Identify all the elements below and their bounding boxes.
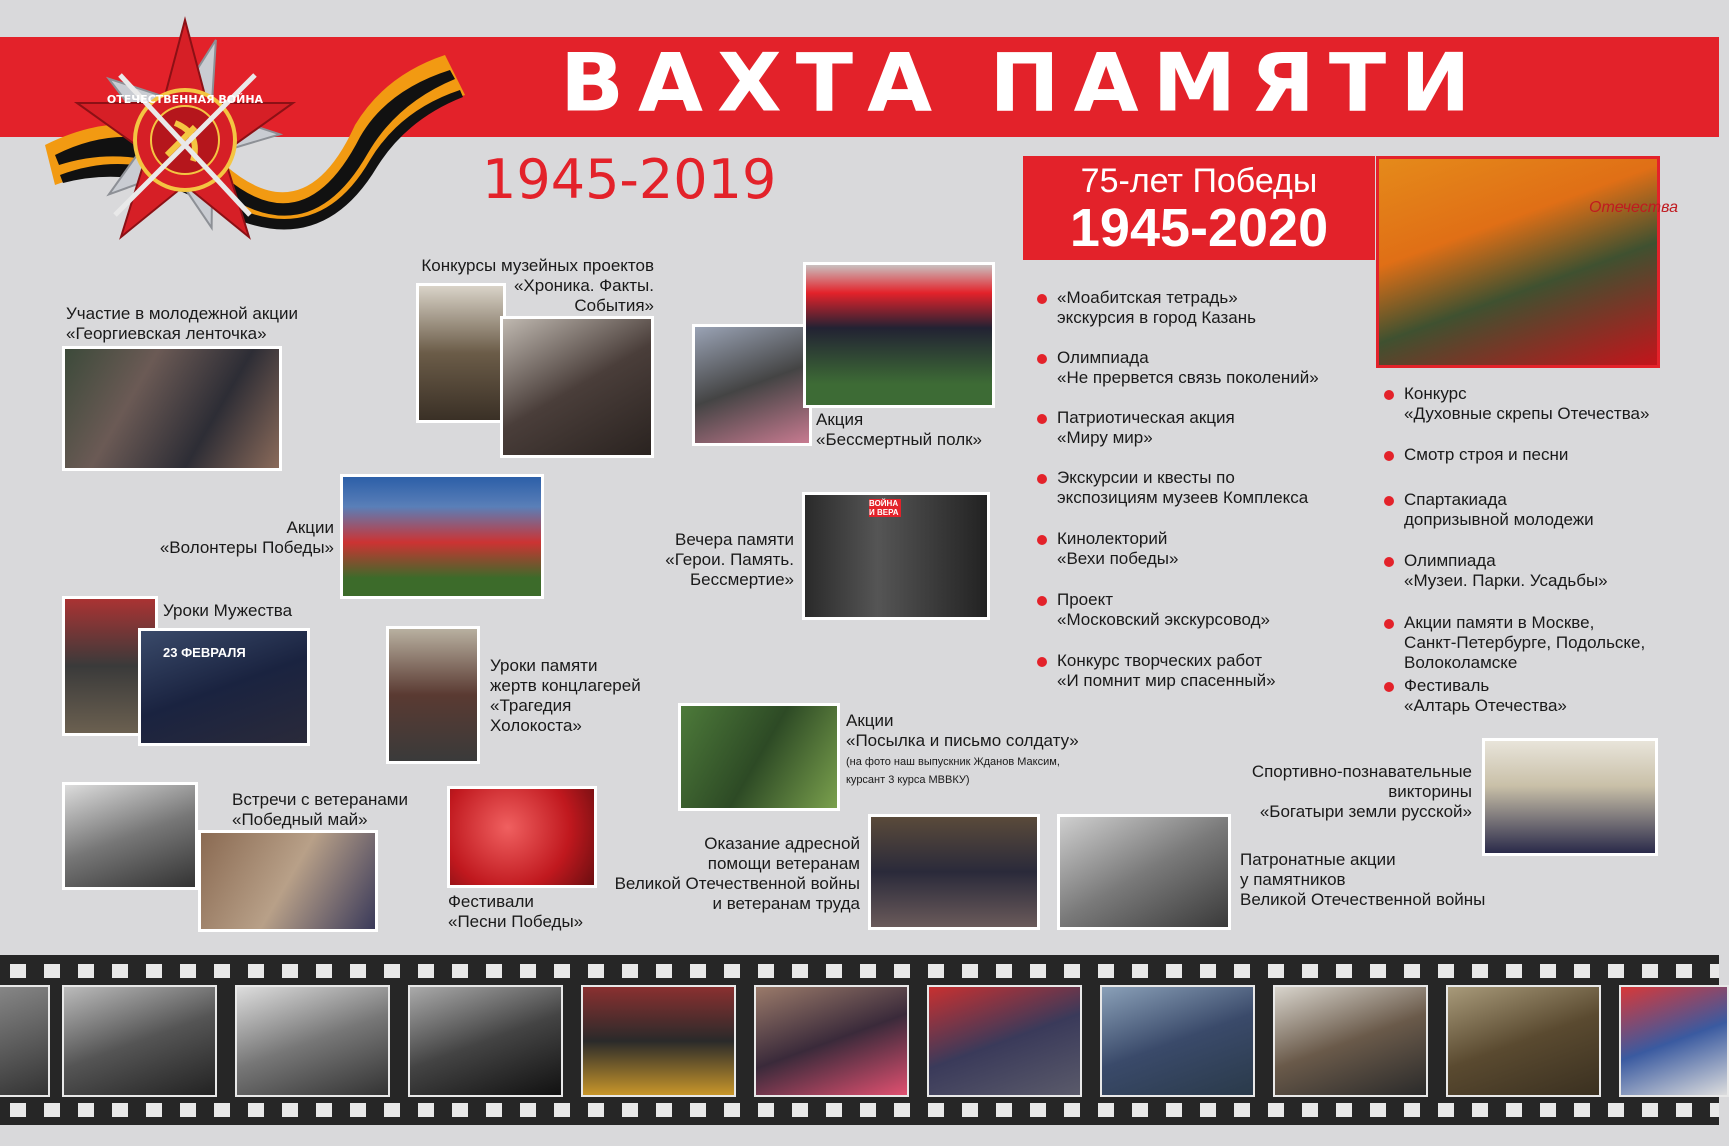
caption-okazanie: Оказание адресной помощи ветеранам Великой Отечественной войны и ветеранам труда <box>614 834 860 913</box>
list-item: Проект «Московский экскурсовод» <box>1037 590 1270 630</box>
caption-konkursy: Конкурсы музейных проектов «Хроника. Факты. События» <box>421 256 654 315</box>
photo-text-voina: ВОЙНА И ВЕРА <box>869 499 901 517</box>
film-frame <box>1619 985 1729 1097</box>
photo-okazanie <box>868 814 1040 930</box>
film-frame <box>1273 985 1428 1097</box>
film-strip <box>0 955 1719 1125</box>
caption-muzhestva: Уроки Мужества <box>163 601 293 620</box>
photo-holokost <box>386 626 480 764</box>
photo-georgievskaya <box>62 346 282 471</box>
victory-line2: 1945-2020 <box>1069 198 1329 258</box>
film-frame <box>581 985 736 1097</box>
photo-cadet <box>1376 156 1678 368</box>
photo-vstrechi-1 <box>62 782 198 890</box>
photo-bessmertny-2 <box>803 262 995 408</box>
caption-posylka-note: (на фото наш выпускник Жданов Максим, курсант 3 курса МВВКУ) <box>846 756 1060 786</box>
film-frame <box>235 985 390 1097</box>
photo-konkursy-2 <box>500 316 654 458</box>
caption-vstrechi: Встречи с ветеранами «Победный май» <box>232 790 408 829</box>
years-label: 1945-2019 <box>482 148 777 211</box>
list-item: Конкурс творческих работ «И помнит мир спасенный» <box>1037 651 1276 691</box>
victory-line1: 75-лет Победы <box>1080 162 1318 200</box>
caption-georgievskaya: Участие в молодежной акции «Георгиевская ленточка» <box>66 304 299 343</box>
list-item: Фестиваль «Алтарь Отечества» <box>1384 676 1567 716</box>
order-patriotic-war-icon <box>25 15 475 255</box>
photo-patronat <box>1057 814 1231 930</box>
caption-vechera: Вечера памяти «Герои. Память. Бессмертие» <box>665 530 794 589</box>
film-holes-top <box>0 964 1719 978</box>
list-item: «Моабитская тетрадь» экскурсия в город Казань <box>1037 288 1256 328</box>
caption-posylka: Акции «Посылка и письмо солдату» <box>846 711 1079 750</box>
photo-volontery <box>340 474 544 599</box>
list-item: Спартакиада допризывной молодежи <box>1384 490 1594 530</box>
list-item: Кинолекторий «Вехи победы» <box>1037 529 1178 569</box>
events-list-right <box>1384 384 1694 714</box>
film-frame <box>62 985 217 1097</box>
film-frame <box>0 985 50 1097</box>
list-item: Патриотическая акция «Миру мир» <box>1037 408 1235 448</box>
caption-sport: Спортивно-познавательные викторины «Богатыри земли русской» <box>1251 762 1472 821</box>
caption-patronat: Патронатные акции у памятников Великой Отечественной войны <box>1240 850 1486 909</box>
events-list-middle <box>1037 288 1337 698</box>
photo-vechera <box>802 492 990 620</box>
list-item: Конкурс «Духовные скрепы Отечества» <box>1384 384 1649 424</box>
list-item: Акции памяти в Москве, Санкт-Петербурге, Подольске, Волоколамске <box>1384 613 1645 673</box>
film-frame <box>1446 985 1601 1097</box>
caption-festivali: Фестивали «Песни Победы» <box>448 892 584 931</box>
emblem-text: ОТЕЧЕСТВЕННАЯ ВОЙНА <box>106 93 264 106</box>
photo-posylka <box>678 703 840 811</box>
film-frame <box>754 985 909 1097</box>
photo-muzhestva-2 <box>138 628 310 746</box>
caption-bessmertny: Акция «Бессмертный полк» <box>816 410 982 449</box>
banner-text: Отечества <box>1589 199 1678 216</box>
caption-volontery: Акции «Волонтеры Победы» <box>159 518 334 557</box>
photo-sport <box>1482 738 1658 856</box>
list-item: Смотр строя и песни <box>1384 445 1568 465</box>
film-frame <box>1100 985 1255 1097</box>
victory-box <box>1023 156 1375 260</box>
list-item: Олимпиада «Музеи. Парки. Усадьбы» <box>1384 551 1608 591</box>
photo-text-feb23: 23 ФЕВРАЛЯ <box>163 645 246 660</box>
film-frame <box>408 985 563 1097</box>
caption-holokost: Уроки памяти жертв концлагерей «Трагедия Холокоста» <box>490 656 641 735</box>
page-title: ВАХТА ПАМЯТИ <box>560 36 1485 130</box>
photo-festivali <box>447 786 597 888</box>
photo-bessmertny-1 <box>692 324 812 446</box>
photo-vstrechi-2 <box>198 830 378 932</box>
list-item: Экскурсии и квесты по экспозициям музеев Комплекса <box>1037 468 1308 508</box>
film-frame <box>927 985 1082 1097</box>
film-holes-bottom <box>0 1103 1719 1117</box>
list-item: Олимпиада «Не прервется связь поколений» <box>1037 348 1319 388</box>
